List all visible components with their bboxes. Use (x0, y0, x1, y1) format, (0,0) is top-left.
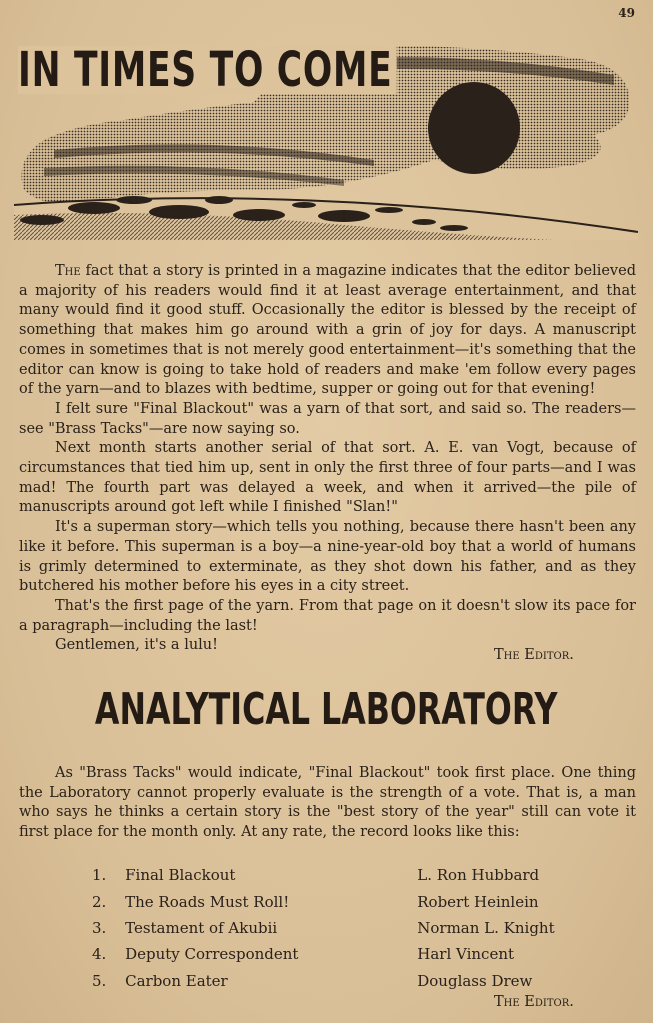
story-title: Deputy Correspondent (125, 945, 299, 964)
paragraph-4: It's a superman story—which tells you nothing, because there hasn't been any like it before. This superman is a boy—a nine-year-old boy that a world of humans is grimly determined to exterminate, as they shot down his father, and as they butchered his mother before his eyes in a city street. (19, 519, 636, 595)
times-to-come-title: IN TIMES TO COME (18, 46, 397, 94)
story-author: Douglass Drew (417, 971, 533, 990)
story-title: Testament of Akubii (125, 918, 278, 937)
editor-signature-1: The Editor. (494, 647, 574, 663)
story-title: Final Blackout (125, 866, 236, 885)
list-item: 5. Carbon Eater Douglass Drew (92, 968, 612, 994)
story-author: Norman L. Knight (417, 918, 555, 937)
paragraph-3: Next month starts another serial of that sort. A. E. van Vogt, because of circumstances that tied him up, sent in only the first three of four parts—and I was mad! The fourth part was delayed a week, and when it arrived—the pile of manuscripts around got left while I finished "Slan!" (19, 440, 636, 516)
editor-signature-2: The Editor. (494, 994, 574, 1010)
story-author: Robert Heinlein (417, 892, 539, 911)
rankings-list (92, 862, 612, 994)
story-author: L. Ron Hubbard (417, 866, 540, 885)
paragraph-5: That's the first page of the yarn. From that page on it doesn't slow its pace for a paragraph—including the last! (19, 597, 636, 634)
list-item: 1. Final Blackout L. Ron Hubbard (92, 862, 612, 888)
analytical-laboratory-title: ANALYTICAL LABORATORY (95, 684, 558, 735)
story-title: The Roads Must Roll! (125, 892, 290, 911)
lead-word: The (55, 263, 81, 279)
paragraph-1: The fact that a story is printed in a magazine indicates that the editor believed a majority of his readers would find it at least average entertainment, and that many would find it good stuff. Occasionally the editor is blessed by the receipt of something that makes him go around with a grin of joy for days. A manuscript comes in sometimes that is not merely good entertainment—it's something that the editor can know is going to take hold of readers and make 'em follow every pages of the yarn—and to blazes with bedtime, supper or going out for that evening! (19, 263, 636, 398)
list-item: 2. The Roads Must Roll! Robert Heinlein (92, 888, 612, 914)
times-to-come-text (19, 262, 636, 656)
list-item: 3. Testament of Akubii Norman L. Knight (92, 915, 612, 941)
lab-paragraph: As "Brass Tacks" would indicate, "Final Blackout" took first place. One thing the Laboratory cannot properly evaluate is the strength of a vote. That is, a man who says he thinks a certain story is the "best story of the year" still can vote it first place for the month only. At any rate, the record looks like this: (19, 765, 636, 841)
paragraph-2: I felt sure "Final Blackout" was a yarn of that sort, and said so. The readers—see "Brass Tacks"—are now saying so. (19, 400, 636, 437)
list-item: 4. Deputy Correspondent Harl Vincent (92, 941, 612, 967)
lab-text (19, 764, 636, 843)
paragraph-6: Gentlemen, it's a lulu! (55, 637, 218, 654)
page-number: 49 (618, 6, 635, 20)
header-illustration (14, 40, 638, 240)
story-author: Harl Vincent (417, 945, 515, 964)
story-title: Carbon Eater (125, 971, 228, 990)
